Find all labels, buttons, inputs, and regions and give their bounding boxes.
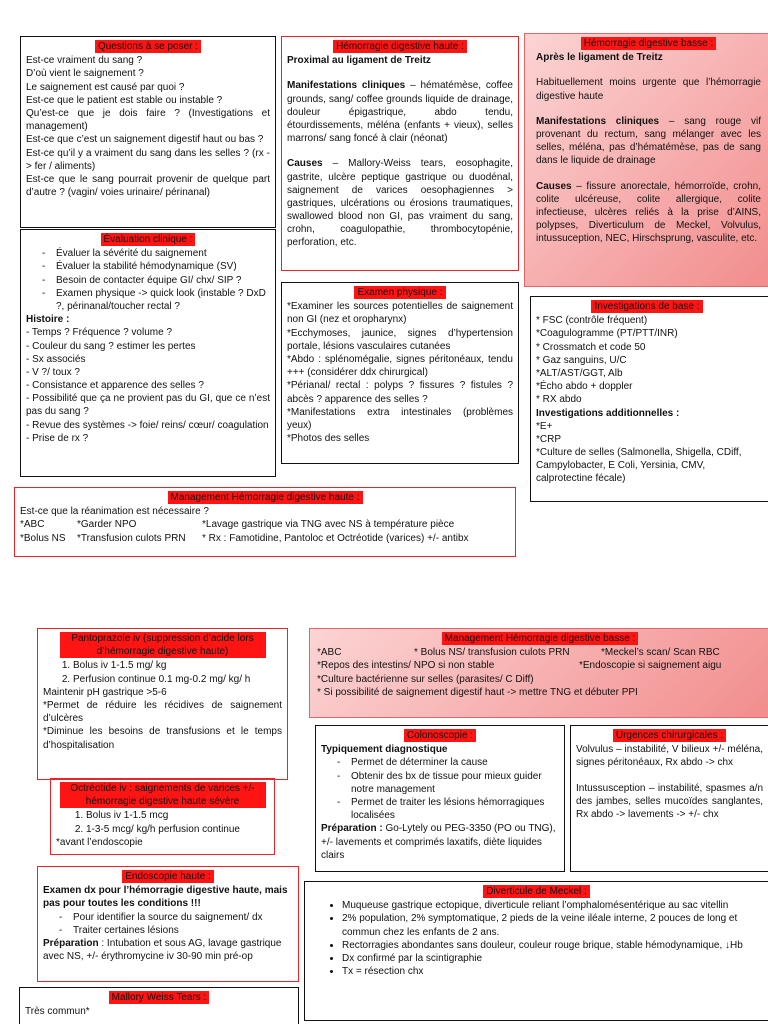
meckel-item: • 2% population, 2% symptomatique, 2 pieds de la veine iléale interne, 2 pouces de long et commun chez les enfants de 2 ans.: [342, 912, 763, 938]
histoire-line: - V ?/ toux ?: [26, 366, 80, 378]
investigation-add-item: *E+: [536, 420, 553, 432]
colo-item: - Permet de déterminer la cause: [351, 756, 559, 769]
mgmt-haute-cell: *ABC: [20, 519, 45, 531]
histoire-line: - Revue des systèmes -> foie/ reins/ cœur/ coagulation: [26, 419, 269, 431]
basse-manif-text: – sang rouge vif provenant du rectum, sang mélanger avec les selles, méléna, pas d’hématémèse, pas de sang dans le liquide de drainage: [536, 115, 761, 167]
examen-title: Examen physique :: [354, 286, 445, 299]
investigation-item: *Coagulogramme (PT/PTT/INR): [536, 328, 678, 340]
examen-line: *Abdo : splénomégalie, signes péritonéaux, tendu +++ (considérer ddx chirurgical): [287, 353, 513, 379]
meckel-item: • Rectorragies abondantes sans douleur, couleur rouge brique, stable hémodynamique, ↓Hb: [342, 939, 763, 952]
histoire-line: - Prise de rx ?: [26, 432, 89, 444]
endo-box: [37, 866, 299, 982]
basse-title: Hémorragie digestive basse :: [581, 37, 717, 50]
evaluation-item: - Évaluer la sévérité du saignement: [56, 247, 270, 260]
histoire-label: Histoire :: [26, 314, 70, 326]
evaluation-title: Évaluation clinique :: [101, 233, 196, 246]
mgmt-basse-cell: * Bolus NS/ transfusion culots PRN: [414, 647, 570, 659]
colo-preparation: [321, 822, 559, 862]
mgmt-haute-cell: *Transfusion culots PRN: [77, 532, 186, 544]
haute-manif-label: Manifestations cliniques: [287, 80, 406, 92]
colo-box: [315, 725, 565, 872]
investigation-item: * FSC (contrôle fréquent): [536, 315, 648, 327]
basse-manifestations: [536, 115, 761, 168]
endo-preparation: [43, 937, 293, 963]
meckel-title: Diverticule de Meckel :: [483, 885, 590, 898]
questions-title: Questions à se poser :: [95, 40, 201, 53]
investigations-box: [530, 296, 768, 502]
octreo-item: 2. 1-3-5 mcg/ kg/h perfusion continue: [86, 823, 269, 836]
endo-subtitle: Examen dx pour l’hémorragie digestive haute, mais pas pour toutes les conditions !!!: [43, 885, 288, 910]
endo-item: - Pour identifier la source du saignement/ dx: [73, 911, 293, 924]
colo-list: [321, 756, 559, 822]
mgmt-basse-line: * Si possibilité de saignement digestif haut -> mettre TNG et débuter PPI: [317, 686, 638, 698]
investigation-add-item: *CRP: [536, 433, 562, 445]
mgmt-haute-row: [20, 518, 510, 531]
mgmt-basse-box: [309, 628, 768, 718]
questions-box: [20, 36, 276, 228]
haute-title: Hémorragie digestive haute :: [333, 40, 467, 53]
examen-box: [281, 282, 519, 464]
investigation-item: *Écho abdo + doppler: [536, 381, 633, 393]
endo-prep-text: : Intubation et sous AG, lavage gastrique avec NS, +/- érythromycine iv 30-90 min pré-op: [43, 937, 282, 963]
basse-causes-text: – fissure anorectale, hémorroïde, crohn, colite ulcéreuse, colite allergique, colite infectieuse, ulcères reliés à la prise d’AINS, polypses, Diverticulum de Meckel, Volvulus, intussuception, NEC, Hirschsprung, vasculite, etc.: [536, 180, 761, 245]
meckel-item: • Dx confirmé par la scintigraphie: [342, 952, 763, 965]
urgences-title: Urgences chirurgicales :: [613, 729, 726, 742]
mgmt-haute-cell: * Rx : Famotidine, Pantoloc et Octréotide (varices) +/- antibx: [202, 532, 469, 544]
urgences-box: [570, 725, 768, 872]
meckel-item: • Tx = résection chx: [342, 965, 763, 978]
histoire-line: - Sx associés: [26, 353, 86, 365]
mgmt-basse-line: *Culture bactérienne sur selles (parasites/ C Diff): [317, 673, 534, 685]
mgmt-basse-row: [317, 659, 763, 672]
meckel-item: • Muqueuse gastrique ectopique, diverticule reliant l’omphalomésentérique au sac vitellin: [342, 899, 763, 912]
octreo-note: *avant l’endoscopie: [56, 836, 143, 848]
haute-box: [281, 36, 519, 271]
colo-title: Colonoscopie :: [404, 729, 476, 742]
basse-causes: [536, 180, 761, 246]
haute-subtitle: Proximal au ligament de Treitz: [287, 55, 431, 67]
questions-line: Le saignement est causé par quoi ?: [26, 81, 185, 93]
examen-line: *Périanal/ rectal : polyps ? fissures ? fistules ? abcès ? apparence des selles ?: [287, 380, 513, 405]
colo-prep-label: Préparation :: [321, 823, 383, 835]
evaluation-item: - Évaluer la stabilité hémodynamique (SV): [56, 260, 270, 273]
endo-title: Endoscopie haute :: [122, 870, 214, 883]
examen-line: *Ecchymoses, jaunice, signes d’hypertension portale, lésions vasculaires cutanées: [287, 327, 513, 352]
endo-item: - Traiter certaines lésions: [73, 924, 293, 937]
haute-causes: [287, 157, 513, 249]
octreo-title: Octréotide iv : saignements de varices +/- hémorragie digestive haute sévère: [60, 782, 266, 808]
mallory-line: Très commun*: [25, 1006, 90, 1018]
panto-list: [43, 659, 282, 685]
examen-line: *Examiner les sources potentielles de saignement non GI (nez et oropharynx): [287, 301, 513, 326]
questions-line: Est-ce que le patient est stable ou instable ?: [26, 94, 223, 106]
evaluation-item: - Besoin de contacter équipe GI/ chx/ SIP ?: [56, 274, 270, 287]
basse-manif-label: Manifestations cliniques: [536, 115, 660, 127]
endo-list: [43, 911, 293, 937]
mgmt-haute-cell: *Garder NPO: [77, 519, 137, 531]
examen-line: *Manifestations extra intestinales (problèmes yeux): [287, 406, 513, 431]
panto-line: *Diminue les besoins de transfusions et le temps d’hospitalisation: [43, 726, 282, 751]
panto-title: Pantoprazole iv (suppression d’acide lors d’hémorragie digestive haute): [60, 632, 266, 658]
mgmt-basse-cell: *ABC: [317, 647, 342, 659]
basse-box: [524, 33, 768, 287]
questions-line: D’où vient le saignement ?: [26, 68, 144, 80]
mgmt-basse-cell: *Meckel’s scan/ Scan RBC: [601, 647, 720, 659]
mallory-title: Mallory Weiss Tears :: [109, 991, 210, 1004]
mgmt-basse-cell: *Repos des intestins/ NPO si non stable: [317, 660, 495, 672]
colo-prep-text: Go-Lytely ou PEG-3350 (PO ou TNG), +/- lavements et comprimés laxatifs, diète liquides clairs: [321, 823, 556, 861]
colo-item: - Obtenir des bx de tissue pour mieux guider notre management: [351, 770, 559, 796]
investigation-item: * Crossmatch et code 50: [536, 341, 646, 353]
mgmt-basse-row: [317, 646, 763, 659]
mgmt-haute-title: Management Hémorragie digestive haute :: [168, 491, 363, 504]
mgmt-haute-box: [14, 487, 516, 557]
mgmt-haute-cell: *Bolus NS: [20, 532, 66, 544]
meckel-box: [304, 881, 768, 1021]
questions-line: Qu’est-ce que je dois faire ? (Investigations et management): [26, 107, 270, 133]
investigations-title: Investigations de base :: [591, 300, 702, 313]
meckel-list: [310, 899, 763, 978]
urgences-line: Intussusception – instabilité, spasmes a/n des jambes, selles mucoïdes sanglantes, Rx abdo -> lavements -> +/- chx: [576, 782, 763, 820]
urgences-line: Volvulus – instabilité, V bilieux +/- méléna, signes péritonéaux, Rx abdo -> chx: [576, 744, 763, 769]
panto-line: Maintenir pH gastrique >5-6: [43, 686, 167, 698]
questions-line: Est-ce qu’il y a vraiment du sang dans les selles ? (rx -> fer / aliments): [26, 147, 270, 172]
haute-causes-label: Causes: [287, 158, 323, 170]
panto-item: 1. Bolus iv 1-1.5 mg/ kg: [73, 659, 282, 672]
questions-line: Est-ce que c’est un saignement digestif haut ou bas ?: [26, 134, 264, 146]
basse-intro: Habituellement moins urgente que l’hémorragie digestive haute: [536, 77, 761, 102]
investigation-item: * Gaz sanguins, U/C: [536, 354, 627, 366]
haute-manifestations: [287, 79, 513, 145]
mgmt-basse-title: Management Hémorragie digestive basse :: [442, 632, 639, 645]
panto-box: [37, 628, 288, 780]
evaluation-item: - Examen physique -> quick look (instable ? DxD ?, périnanal/toucher rectal ?: [56, 287, 270, 313]
colo-subtitle: Typiquement diagnostique: [321, 744, 448, 756]
histoire-line: - Consistance et apparence des selles ?: [26, 380, 204, 392]
mgmt-haute-cell: *Lavage gastrique via TNG avec NS à température pièce: [202, 519, 455, 531]
octreo-item: 1. Bolus iv 1-1.5 mcg: [86, 809, 269, 822]
questions-line: Est-ce vraiment du sang ?: [26, 55, 143, 67]
endo-prep-label: Préparation: [43, 937, 99, 949]
basse-causes-label: Causes: [536, 180, 572, 192]
colo-item: - Permet de traiter les lésions hémorragiques localisées: [351, 796, 559, 822]
questions-line: Est-ce que le sang pourrait provenir de quelque part d’autre ? (vagin/ voies urinaire/ périnanal): [26, 173, 270, 199]
mgmt-haute-row: [20, 532, 510, 545]
panto-item: 2. Perfusion continue 0.1 mg-0.2 mg/ kg/ h: [73, 673, 282, 686]
evaluation-box: [20, 229, 276, 477]
haute-manif-text: – hématémèse, coffee grounds, sang/ coffee grounds liquide de drainage, douleur épigastrique, abdo tendu, étourdissements, méléna (enfants + vieux), selles marrons/ sang foncé à clair (néonat): [287, 80, 513, 145]
histoire-line: - Possibilité que ça ne provient pas du GI, que ce n’est pas du sang ?: [26, 393, 270, 418]
basse-subtitle: Après le ligament de Treitz: [536, 52, 663, 64]
investigations-add-label: Investigations additionnelles :: [536, 407, 680, 419]
histoire-line: - Couleur du sang ? estimer les pertes: [26, 340, 196, 352]
investigation-item: *ALT/AST/GGT, Alb: [536, 367, 623, 379]
octreo-box: [50, 778, 275, 855]
examen-line: *Photos des selles: [287, 433, 370, 445]
investigation-item: * RX abdo: [536, 394, 582, 406]
histoire-line: - Temps ? Fréquence ? volume ?: [26, 327, 173, 339]
octreo-list: [56, 809, 269, 835]
investigation-add-item: *Culture de selles (Salmonella, Shigella, CDiff, Campylobacter, E Coli, Yersinia, CMV, calprotectine fécale): [536, 447, 742, 485]
mgmt-basse-cell: *Endoscopie si saignement aigu: [579, 660, 722, 672]
evaluation-list: [26, 247, 270, 313]
haute-causes-text: – Mallory-Weiss tears, eosophagite, gastrite, ulcère peptique gastrique ou duodénal, saignement de varices oesophagiennes > gastriques, ulcérations ou érosions traumatiques, swallowed blood non GI, pas vraiment du sang, crohn, coagulopathie, thrombocytopénie, perforation, etc.: [287, 158, 513, 249]
mallory-box: [19, 987, 299, 1024]
mgmt-haute-question: Est-ce que la réanimation est nécessaire ?: [20, 506, 209, 518]
panto-line: *Permet de réduire les récidives de saignement d’ulcères: [43, 699, 282, 725]
